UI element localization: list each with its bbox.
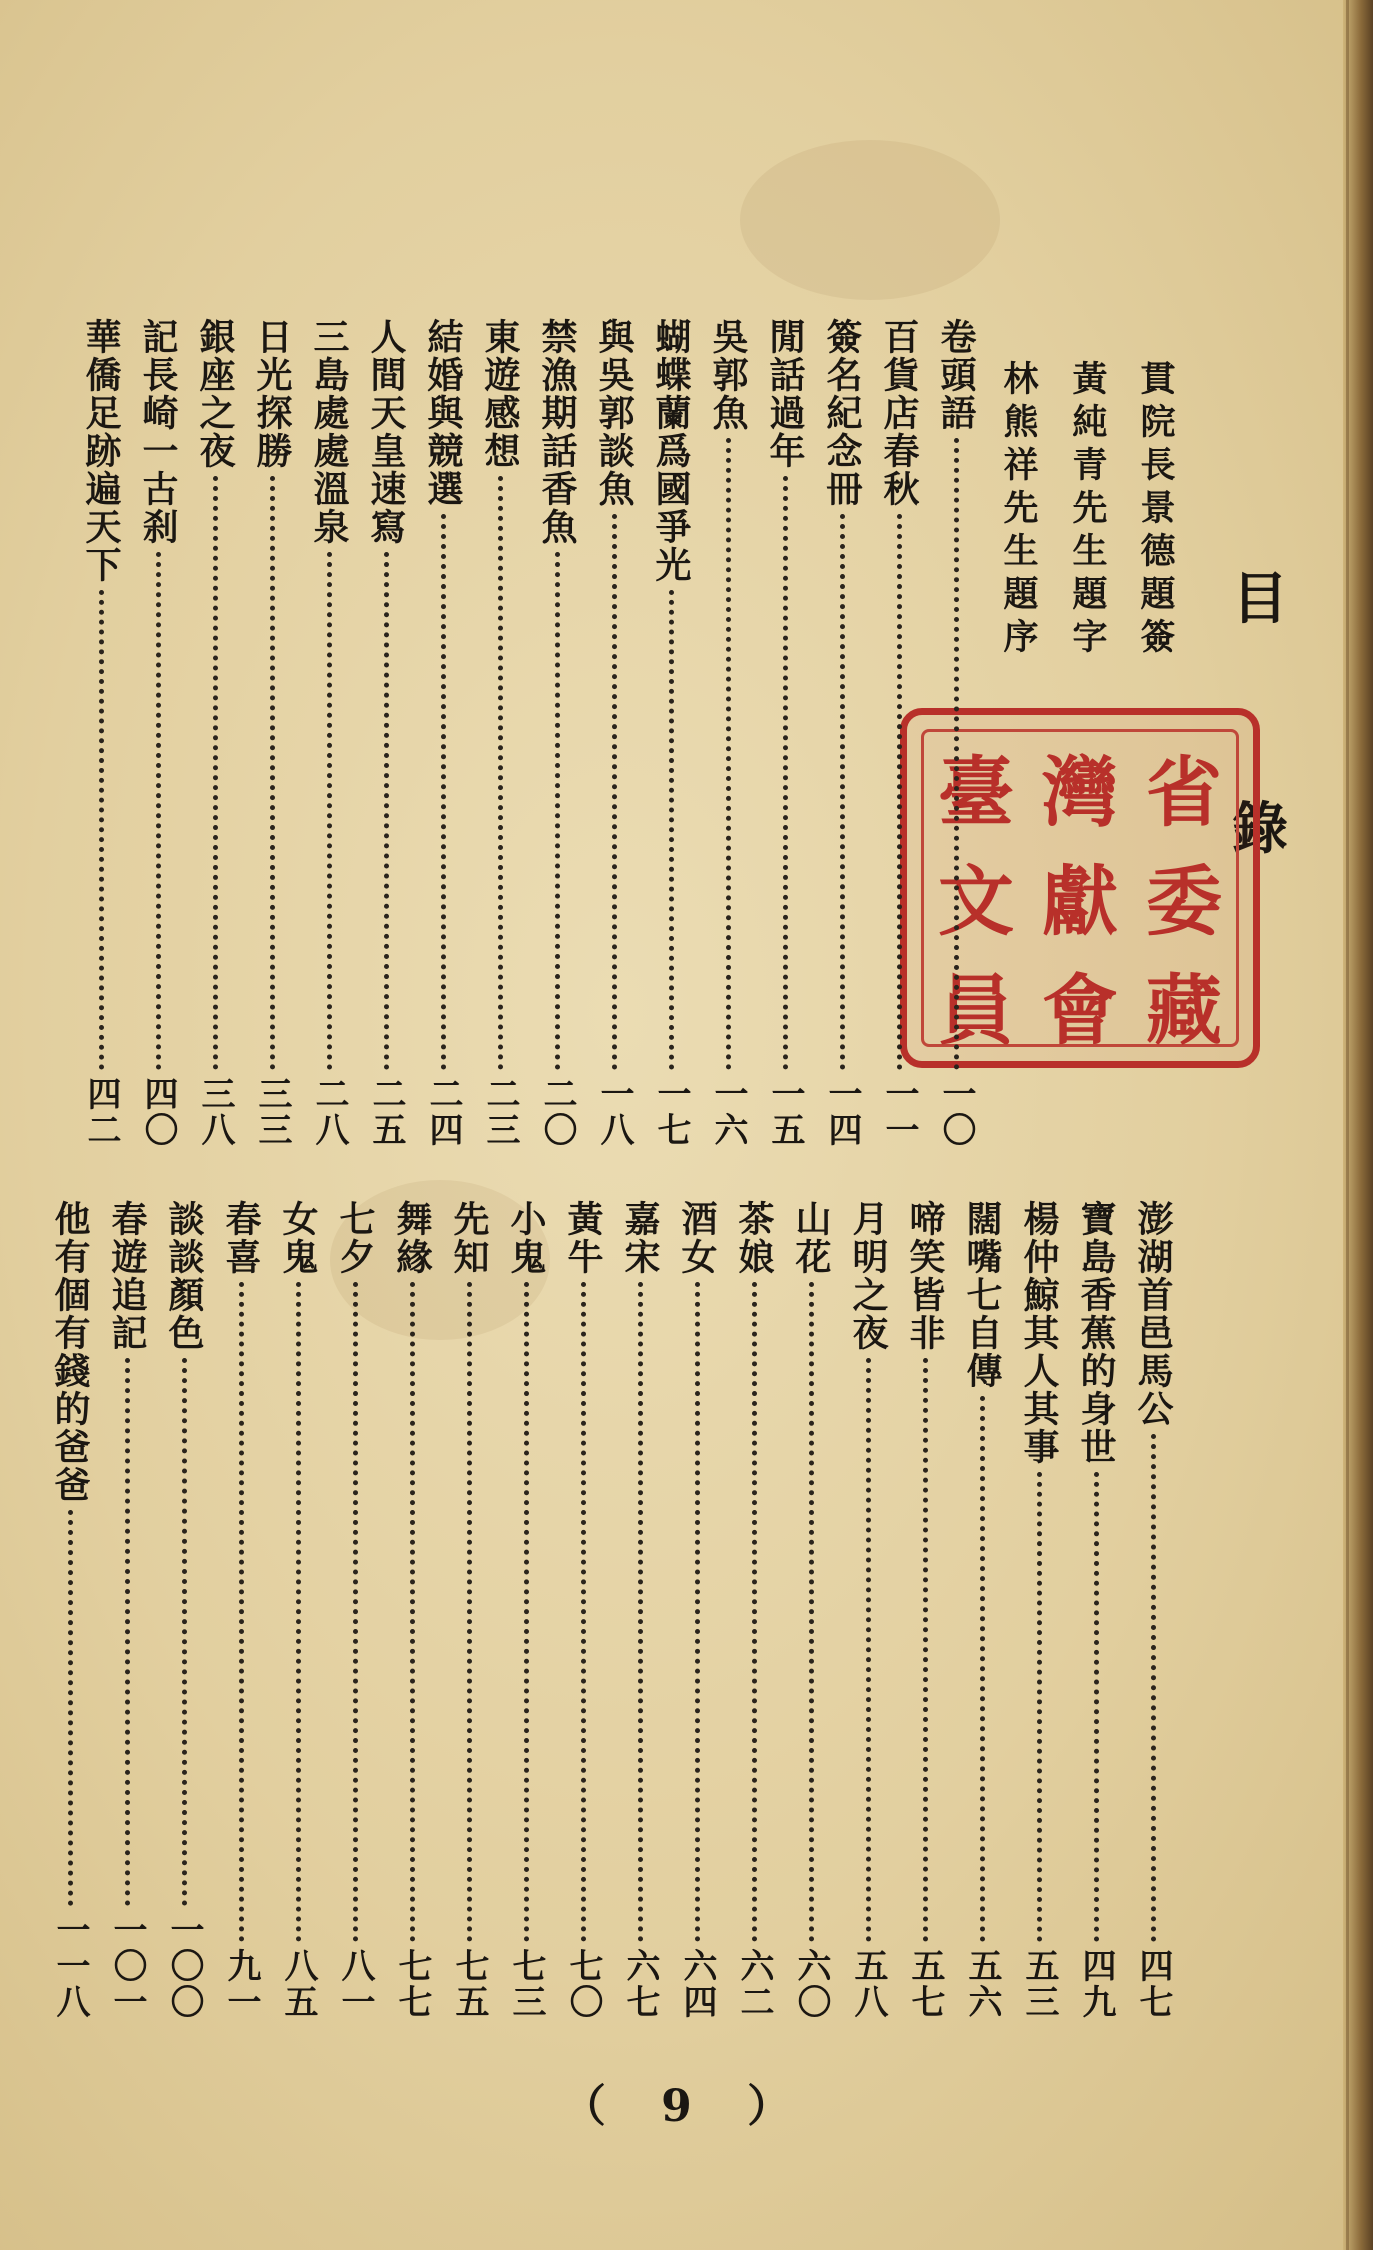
toc-entry [822,318,862,1148]
toc-entry-title: 百貨店春秋 [878,318,920,508]
toc-dot-leader [783,476,788,1070]
toc-dot-leader [1037,1472,1042,1942]
toc-dot-leader [923,1358,928,1942]
toc-entry [252,318,292,1148]
toc-entry-title: 小鬼 [505,1200,547,1276]
toc-entry [138,318,178,1148]
toc-entry [480,318,520,1148]
toc-entry [791,1200,831,2020]
toc-dot-leader [669,590,674,1070]
toc-entry-title: 春遊追記 [106,1200,148,1352]
toc-entry-page: 七五 [449,1948,489,2020]
toc-dot-leader [695,1282,700,1942]
seal-char: 灣 [1042,748,1118,837]
toc-entry [879,318,919,1148]
toc-entry-page: 六四 [677,1948,717,2020]
toc-entry-title: 人間天皇速寫 [365,318,407,546]
toc-entry-page: 八五 [278,1948,318,2020]
toc-entry [1076,1200,1116,2020]
toc-entry-title: 寶島香蕉的身世 [1075,1200,1117,1466]
toc-dot-leader [353,1282,358,1942]
toc-dot-leader [581,1282,586,1942]
toc-entry [309,318,349,1148]
toc-entry-page: 二八 [309,1076,349,1148]
toc-entry-title: 東遊感想 [479,318,521,470]
toc-dot-leader [498,476,503,1070]
seal-char: 藏 [1146,966,1222,1055]
toc-entry [221,1200,261,2020]
toc-entry-page: 七三 [506,1948,546,2020]
toc-dot-leader [866,1358,871,1942]
toc-entry-page: 一一 [879,1076,919,1148]
toc-dot-leader [897,514,902,1070]
preface-line: 黃純青先生題字 [1067,360,1108,661]
toc-entry-page: 一七 [651,1076,691,1148]
toc-dot-leader [840,514,845,1070]
toc-entry [506,1200,546,2020]
toc-entry-page: 四二 [81,1076,121,1148]
toc-dot-leader [726,438,731,1070]
toc-entry-title: 銀座之夜 [194,318,236,470]
toc-entry [936,318,976,1148]
preface-line: 林熊祥先生題序 [998,360,1039,661]
toc-entry [962,1200,1002,2020]
toc-entry-page: 七七 [392,1948,432,2020]
toc-entry-page: 四七 [1133,1948,1173,2020]
toc-dot-leader [954,438,959,1070]
toc-dot-leader [1094,1472,1099,1942]
toc-entry-page: 二〇 [537,1076,577,1148]
toc-entry-page: 二四 [423,1076,463,1148]
toc-entry [366,318,406,1148]
toc-entry-page: 五八 [848,1948,888,2020]
toc-entry [392,1200,432,2020]
toc-entry-title: 他有個有錢的爸爸 [49,1200,91,1504]
seal-char: 文 [938,857,1014,946]
toc-entry-page: 一八 [594,1076,634,1148]
toc-entry-title: 啼笑皆非 [904,1200,946,1352]
toc-entry [594,318,634,1148]
toc-dot-leader [809,1282,814,1942]
toc-entry [677,1200,717,2020]
toc-entry [765,318,805,1148]
toc-dot-leader [270,476,275,1070]
toc-entry-title: 山花 [790,1200,832,1276]
toc-entry-page: 五六 [962,1948,1002,2020]
seal-char: 省 [1146,748,1222,837]
toc-entry-page: 五七 [905,1948,945,2020]
toc-entry-title: 三島處處溫泉 [308,318,350,546]
toc-entry [335,1200,375,2020]
toc-entry-title: 先知 [448,1200,490,1276]
toc-entry [278,1200,318,2020]
toc-heading-mu: 目 [1232,567,1288,632]
toc-dot-leader [524,1282,529,1942]
toc-dot-leader [638,1282,643,1942]
seal-char: 員 [938,966,1014,1055]
toc-entry [848,1200,888,2020]
seal-char: 委 [1146,857,1222,946]
toc-entry-page: 一〇一 [107,1912,147,2020]
toc-entry-title: 簽名紀念冊 [821,318,863,508]
toc-entry-title: 華僑足跡遍天下 [80,318,122,584]
toc-entry-page: 一〇 [936,1076,976,1148]
toc-entry-title: 舞緣 [391,1200,433,1276]
toc-dot-leader [68,1510,73,1906]
toc-entry-page: 三八 [195,1076,235,1148]
toc-dot-leader [327,552,332,1070]
toc-dot-leader [555,552,560,1070]
toc-entry [423,318,463,1148]
toc-entry-page: 九一 [221,1948,261,2020]
toc-dot-leader [384,552,389,1070]
toc-entry-page: 一一八 [50,1912,90,2020]
toc-entry-page: 二三 [480,1076,520,1148]
toc-entry [164,1200,204,2020]
toc-entry-page: 二五 [366,1076,406,1148]
toc-dot-leader [752,1282,757,1942]
toc-entry-title: 澎湖首邑馬公 [1132,1200,1174,1428]
toc-entry [50,1200,90,2020]
toc-entry-title: 蝴蝶蘭爲國爭光 [650,318,692,584]
toc-dot-leader [467,1282,472,1942]
toc-entry-title: 月明之夜 [847,1200,889,1352]
toc-entry [620,1200,660,2020]
toc-entry [81,318,121,1148]
toc-dot-leader [441,514,446,1070]
toc-entry-title: 黃牛 [562,1200,604,1276]
toc-dot-leader [125,1358,130,1906]
toc-entry-page: 五三 [1019,1948,1059,2020]
toc-entry-page: 四九 [1076,1948,1116,2020]
toc-dot-leader [296,1282,301,1942]
toc-entry-page: 一五 [765,1076,805,1148]
seal-char: 獻 [1042,857,1118,946]
toc-entry [651,318,691,1148]
toc-dot-leader [410,1282,415,1942]
toc-dot-leader [99,590,104,1070]
toc-heading-lu: 錄 [1232,797,1288,862]
toc-entry [537,318,577,1148]
toc-entry-title: 春喜 [220,1200,262,1276]
toc-entry [195,318,235,1148]
toc-entry [1133,1200,1173,2020]
paper-stain [740,140,1000,300]
toc-dot-leader [213,476,218,1070]
toc-entry-page: 六〇 [791,1948,831,2020]
toc-entry [449,1200,489,2020]
toc-dot-leader [980,1396,985,1942]
toc-entry-page: 一〇〇 [164,1912,204,2020]
toc-entry-title: 吳郭魚 [707,318,749,432]
toc-entry-title: 女鬼 [277,1200,319,1276]
toc-entry-title: 閒話過年 [764,318,806,470]
toc-entry [708,318,748,1148]
toc-entry-title: 卷頭語 [935,318,977,432]
toc-entry-page: 七〇 [563,1948,603,2020]
toc-dot-leader [182,1358,187,1906]
toc-entry-page: 六二 [734,1948,774,2020]
toc-dot-leader [1151,1434,1156,1942]
toc-entry-title: 結婚與競選 [422,318,464,508]
seal-char: 臺 [938,748,1014,837]
seal-char: 會 [1042,966,1118,1055]
toc-entry-title: 嘉宋 [619,1200,661,1276]
toc-entry [905,1200,945,2020]
toc-entry-title: 七夕 [334,1200,376,1276]
toc-entry-page: 八一 [335,1948,375,2020]
toc-entry-title: 日光探勝 [251,318,293,470]
toc-entry-title: 禁漁期話香魚 [536,318,578,546]
toc-entry [1019,1200,1059,2020]
toc-entry [107,1200,147,2020]
toc-entry-title: 楊仲鯨其人其事 [1018,1200,1060,1466]
toc-entry-page: 四〇 [138,1076,178,1148]
toc-entry [734,1200,774,2020]
toc-entry-title: 茶娘 [733,1200,775,1276]
binding-fold [1346,0,1349,2250]
toc-dot-leader [239,1282,244,1942]
toc-entry-page: 六七 [620,1948,660,2020]
toc-dot-leader [156,552,161,1070]
toc-entry-title: 與吳郭談魚 [593,318,635,508]
toc-entry-title: 闊嘴七自傳 [961,1200,1003,1390]
toc-entry [563,1200,603,2020]
toc-entry-page: 三三 [252,1076,292,1148]
toc-entry-title: 談談顏色 [163,1200,205,1352]
toc-dot-leader [612,514,617,1070]
toc-entry-title: 記長崎一古刹 [137,318,179,546]
preface-line: 貫院長景德題簽 [1135,360,1176,661]
toc-entry-page: 一四 [822,1076,862,1148]
toc-entry-page: 一六 [708,1076,748,1148]
toc-entry-title: 酒女 [676,1200,718,1276]
page-number: （ 9 ） [561,2081,812,2132]
